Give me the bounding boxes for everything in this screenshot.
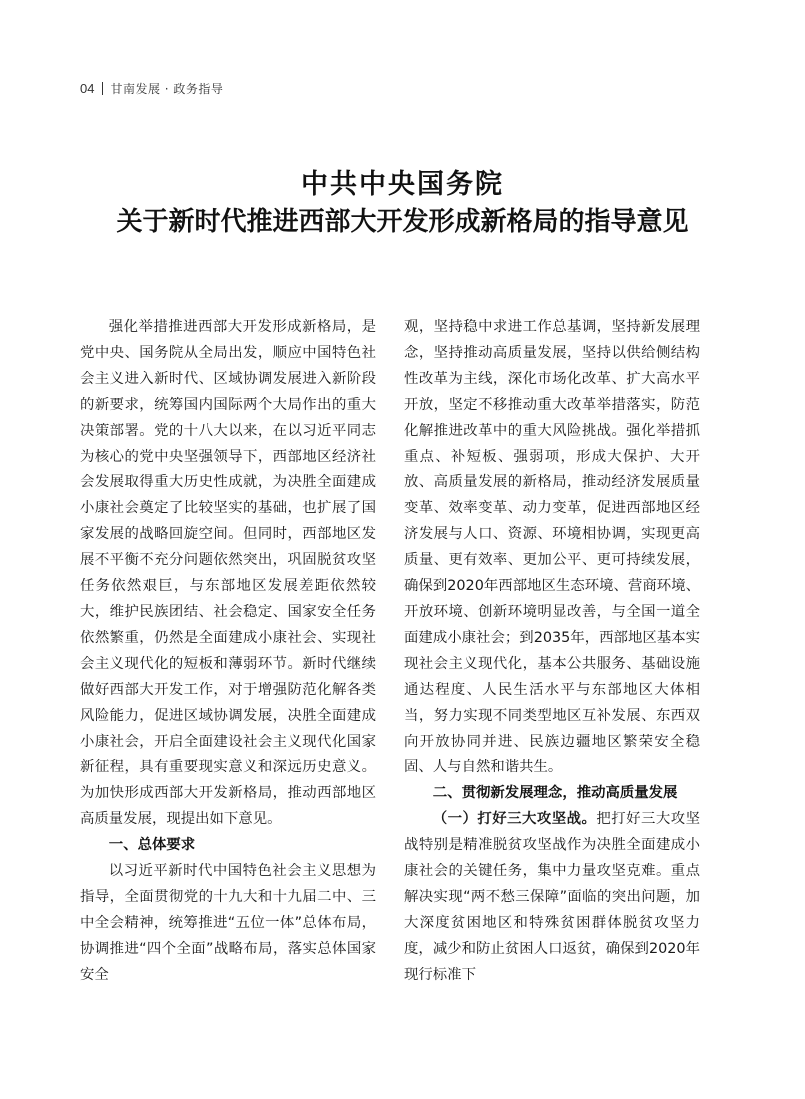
title-line-1: 中共中央国务院 (301, 169, 504, 200)
section-1-heading: 一、总体要求 (108, 837, 196, 854)
header-divider (102, 82, 103, 95)
subsection-1-paragraph (404, 807, 700, 988)
section-1-paragraph-part-1: 以习近平新时代中国特色社会主义思想为指导，全面贯彻党的十九大和十九届二中、三中全会精神，统筹推进“五位一体”总体布局，协调推进“四个全面”战略布局，落实总体国家安全 (80, 863, 376, 983)
subsection-1-lead: （一）打好三大攻坚战。 (432, 811, 597, 828)
subsection-1-text: 把打好三大攻坚战特别是精准脱贫攻坚战作为决胜全面建成小康社会的关键任务，集中力量攻坚克难。重点解决实现“两不愁三保障”面临的突出问题，加大深度贫困地区和特殊贫困群体脱贫攻坚力度，减少和防止贫困人口返贫，确保到2020年现行标准下 (404, 811, 700, 983)
intro-paragraph (80, 315, 376, 833)
section-1-paragraph-part-2: 观，坚持稳中求进工作总基调，坚持新发展理念，坚持推动高质量发展，坚持以供给侧结构性改革为主线，深化市场化改革、扩大高水平开放，坚定不移推动重大改革举措落实，防范化解推进改革中的重大风险挑战。强化举措抓重点、补短板、强弱项，形成大保护、大开放、高质量发展的新格局，推动经济发展质量变革、效率变革、动力变革，促进西部地区经济发展与人口、资源、环境相协调，实现更高质量、更有效率、更加公平、更可持续发展，确保到2020年西部地区生态环境、营商环境、开放环境、创新环境明显改善，与全国一道全面建成小康社会；到2035年，西部地区基本实现社会主义现代化，基本公共服务、基础设施通达程度、人民生活水平与东部地区大体相当，努力实现不同类型地区互补发展、东西双向开放协同并进、民族边疆地区繁荣安全稳固、人与自然和谐共生。 (404, 319, 700, 776)
document-title (0, 168, 805, 240)
title-line-2: 关于新时代推进西部大开发形成新格局的指导意见 (116, 207, 689, 237)
page-header (80, 78, 223, 98)
body-column-left (80, 315, 376, 989)
page-number: 04 (80, 80, 95, 96)
section-2-heading: 二、贯彻新发展理念，推动高质量发展 (432, 785, 678, 802)
body-column-right (404, 315, 700, 989)
intro-text-part-1: 强化举措推进西部大开发形成新格局，是党中央、国务院从全局出发，顺应中国特色社会主义进入新时代、区域协调发展进入新阶段的新要求，统筹国内国际两个大局作出的重大决策部署。党的十八大以来，在以习近平同志为核心的党中央坚强领导下，西部地区经济社会发展取得重大历史性成就，为决胜全面建成小康社会奠定了比较坚实的基础，也扩展了国家发展的战略回旋空间。但同时，西部地区发展不平衡不充分问题依然突出，巩固脱贫攻坚任务依然艰巨，与东部地区发展差距依然较大，维护民族团结、社会稳定、国家安全任务依然繁重，仍然是全面建成小康社会、实现社会主义现代化的短板和薄弱环节。新时代继续做好西部大开发工作，对于增强防范化解各类风险能力，促进区域协调发展，决胜全面建成小康社会，开启全面建设社会主义现代化国家新征程，具有重要现实意义和深远历史意义。为加快形成西部大开发新格局，推动西部地区高质量发展，现提出如下意见。 (80, 319, 376, 828)
running-title: 甘南发展 · 政务指导 (110, 81, 224, 96)
